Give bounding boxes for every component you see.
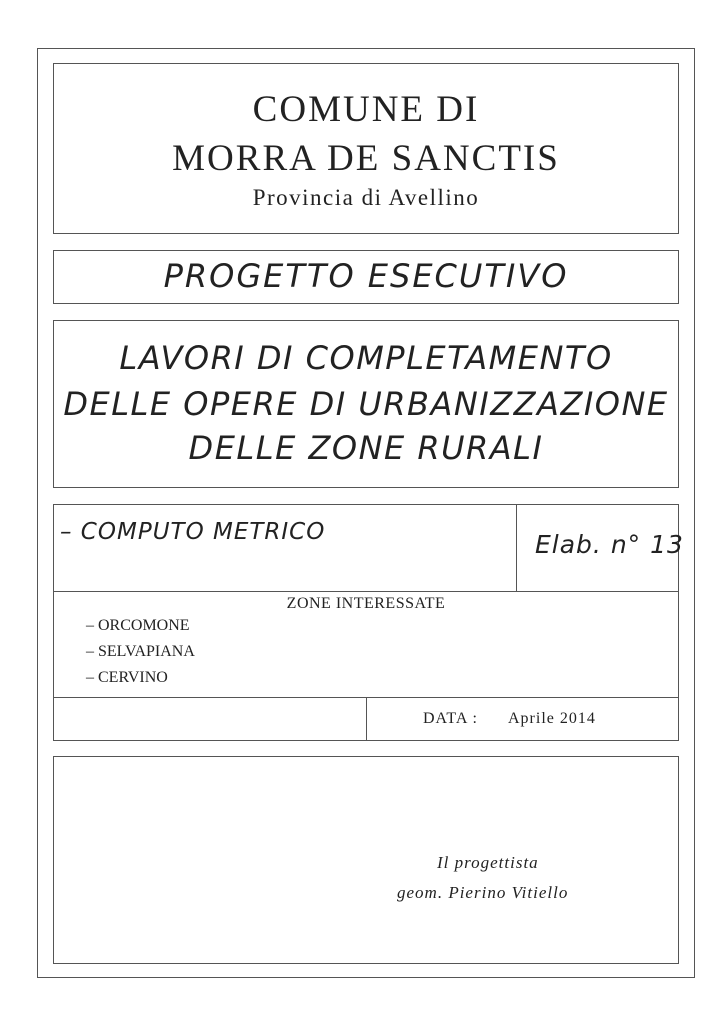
date-label: DATA : xyxy=(423,710,478,727)
zone-item-orcomone: – ORCOMONE xyxy=(86,617,190,634)
elab-number: Elab. n° 13 xyxy=(535,530,684,559)
work-title-line3: DELLE ZONE RURALI xyxy=(188,429,544,467)
work-title-box xyxy=(53,320,679,488)
header-comune: COMUNE DI xyxy=(252,89,480,130)
elab-divider xyxy=(516,505,517,591)
project-type-box xyxy=(53,250,679,304)
project-type: PROGETTO ESECUTIVO xyxy=(163,257,569,295)
zone-item-cervino: – CERVINO xyxy=(86,669,168,686)
work-title-line2: DELLE OPERE DI URBANIZZAZIONE xyxy=(63,385,669,423)
row-divider-1 xyxy=(54,591,678,592)
signature-role: Il progettista xyxy=(437,853,539,872)
header-town: MORRA DE SANCTIS xyxy=(172,138,560,179)
document-name: – COMPUTO METRICO xyxy=(60,519,326,545)
date-divider xyxy=(366,697,367,740)
zone-item-selvapiana: – SELVAPIANA xyxy=(86,643,195,660)
zones-title: ZONE INTERESSATE xyxy=(286,595,446,612)
signature-box xyxy=(53,756,679,964)
header-box xyxy=(53,63,679,234)
signature-name: geom. Pierino Vitiello xyxy=(397,883,569,902)
header-province: Provincia di Avellino xyxy=(252,185,480,210)
work-title-line1: LAVORI DI COMPLETAMENTO xyxy=(119,339,613,377)
document-info-box xyxy=(53,504,684,741)
date-value: Aprile 2014 xyxy=(508,710,596,727)
